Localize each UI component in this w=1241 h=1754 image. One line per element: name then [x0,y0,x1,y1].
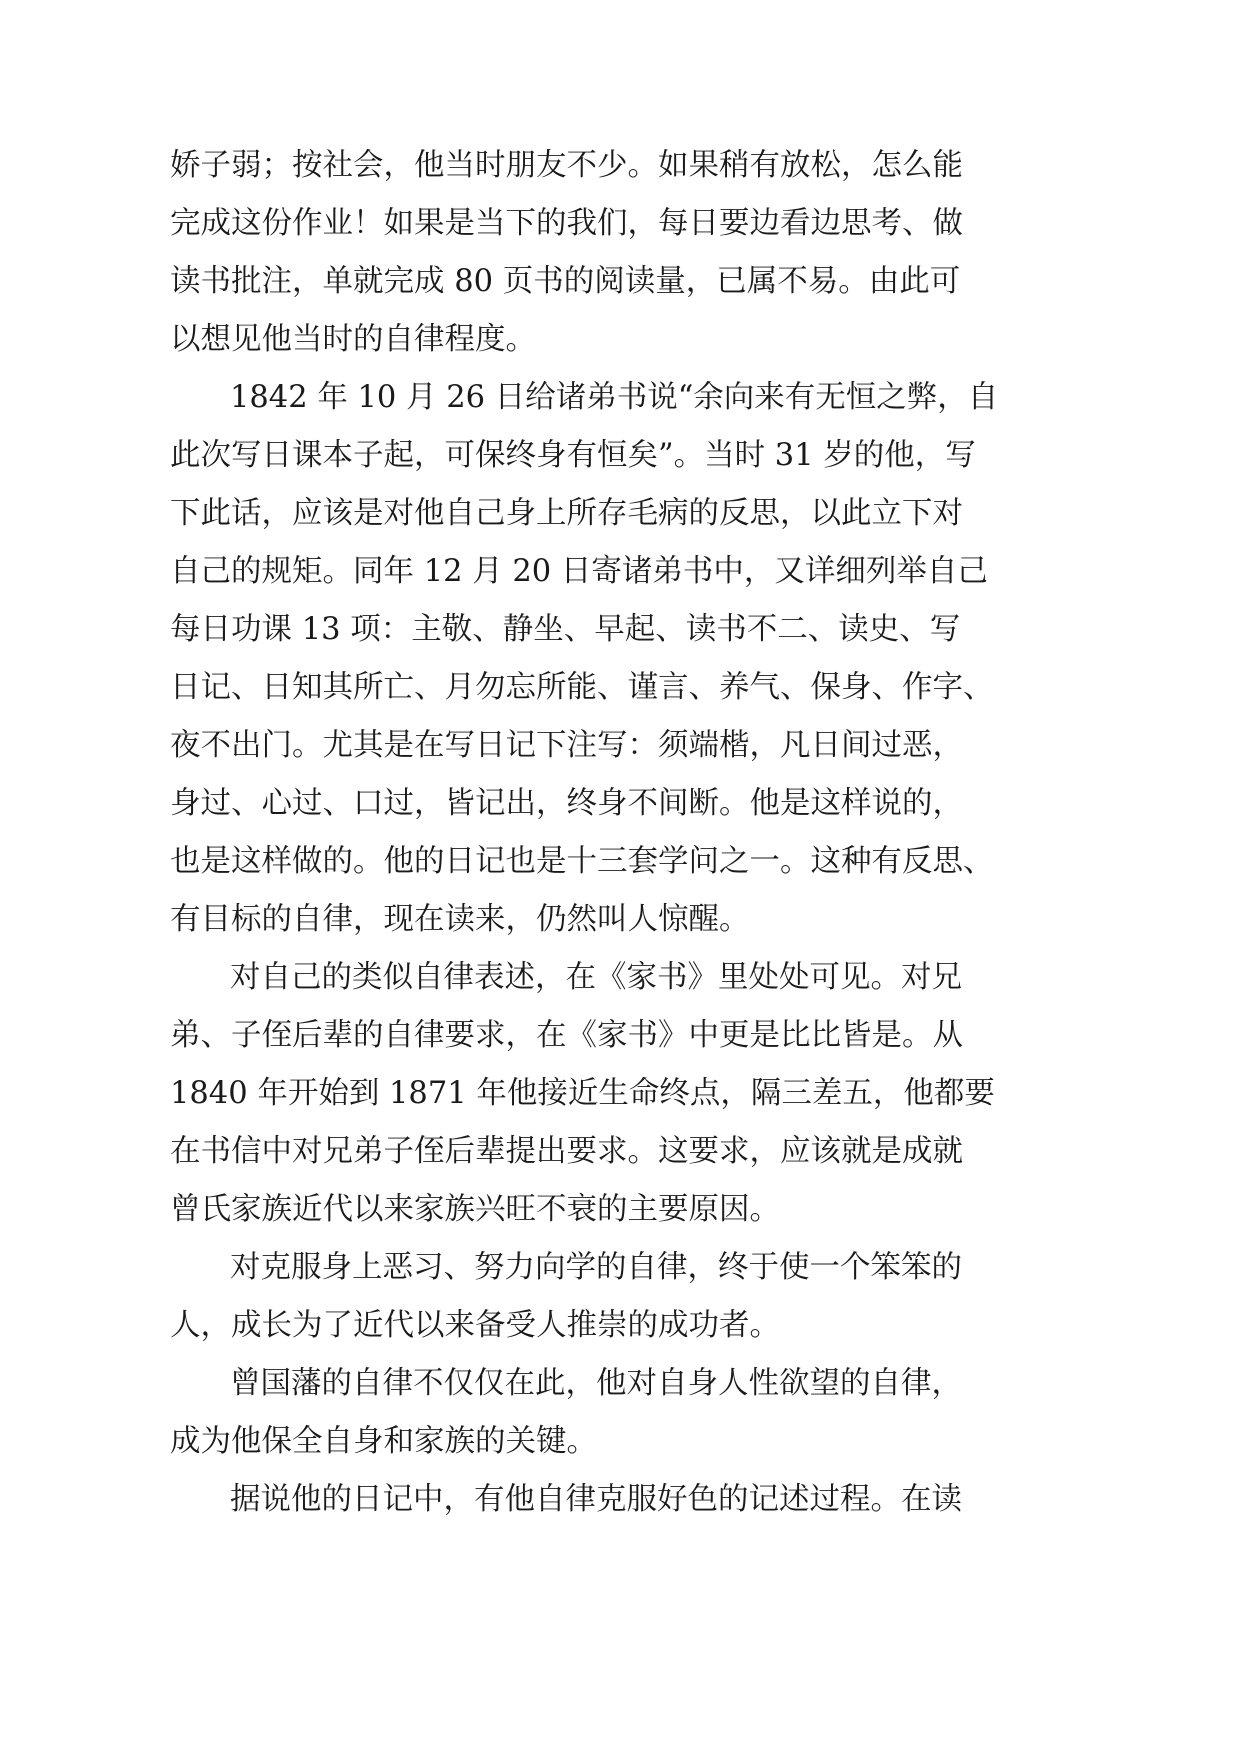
text-line: 读书批注，单就完成 80 页书的阅读量，已属不易。由此可 [170,264,961,299]
text-line: 人，成长为了近代以来备受人推崇的成功者。 [170,1308,780,1343]
text-line: 下此话，应该是对他自己身上所存毛病的反思，以此立下对 [170,496,963,531]
text-line: 娇子弱；按社会，他当时朋友不少。如果稍有放松，怎么能 [170,148,963,183]
paragraph-first-line: 据说他的日记中，有他自律克服好色的记述过程。在读 [230,1482,962,1517]
text-line: 曾氏家族近代以来家族兴旺不衰的主要原因。 [170,1192,780,1227]
text-line: 也是这样做的。他的日记也是十三套学问之一。这种有反思、 [170,844,994,879]
text-line: 此次写日课本子起，可保终身有恒矣”。当时 31 岁的他，写 [170,438,976,473]
document-page [170,137,999,1529]
text-line: 有目标的自律，现在读来，仍然叫人惊醒。 [170,902,750,937]
text-line: 自己的规矩。同年 12 月 20 日寄诸弟书中，又详细列举自己 [170,554,988,589]
text-line: 在书信中对兄弟子侄后辈提出要求。这要求，应该就是成就 [170,1134,963,1169]
text-line: 每日功课 13 项：主敬、静坐、早起、读书不二、读史、写 [170,612,961,647]
text-line: 1840 年开始到 1871 年他接近生命终点，隔三差五，他都要 [170,1076,995,1111]
text-line: 完成这份作业！如果是当下的我们，每日要边看边思考、做 [170,206,963,241]
paragraph-first-line: 曾国藩的自律不仅仅在此，他对自身人性欲望的自律， [230,1366,962,1401]
text-line: 日记、日知其所亡、月勿忘所能、谨言、养气、保身、作字、 [170,670,994,705]
paragraph-first-line: 对克服身上恶习、努力向学的自律，终于使一个笨笨的 [230,1250,962,1285]
text-line: 夜不出门。尤其是在写日记下注写：须端楷，凡日间过恶， [170,728,963,763]
text-line: 弟、子侄后辈的自律要求，在《家书》中更是比比皆是。从 [170,1018,963,1053]
text-line: 以想见他当时的自律程度。 [170,322,536,357]
paragraph-first-line: 1842 年 10 月 26 日给诸弟书说“余向来有无恒之弊，自 [230,380,999,415]
text-line: 成为他保全自身和家族的关键。 [170,1424,597,1459]
text-line: 身过、心过、口过，皆记出，终身不间断。他是这样说的， [170,786,963,821]
paragraph-first-line: 对自己的类似自律表述，在《家书》里处处可见。对兄 [230,960,962,995]
